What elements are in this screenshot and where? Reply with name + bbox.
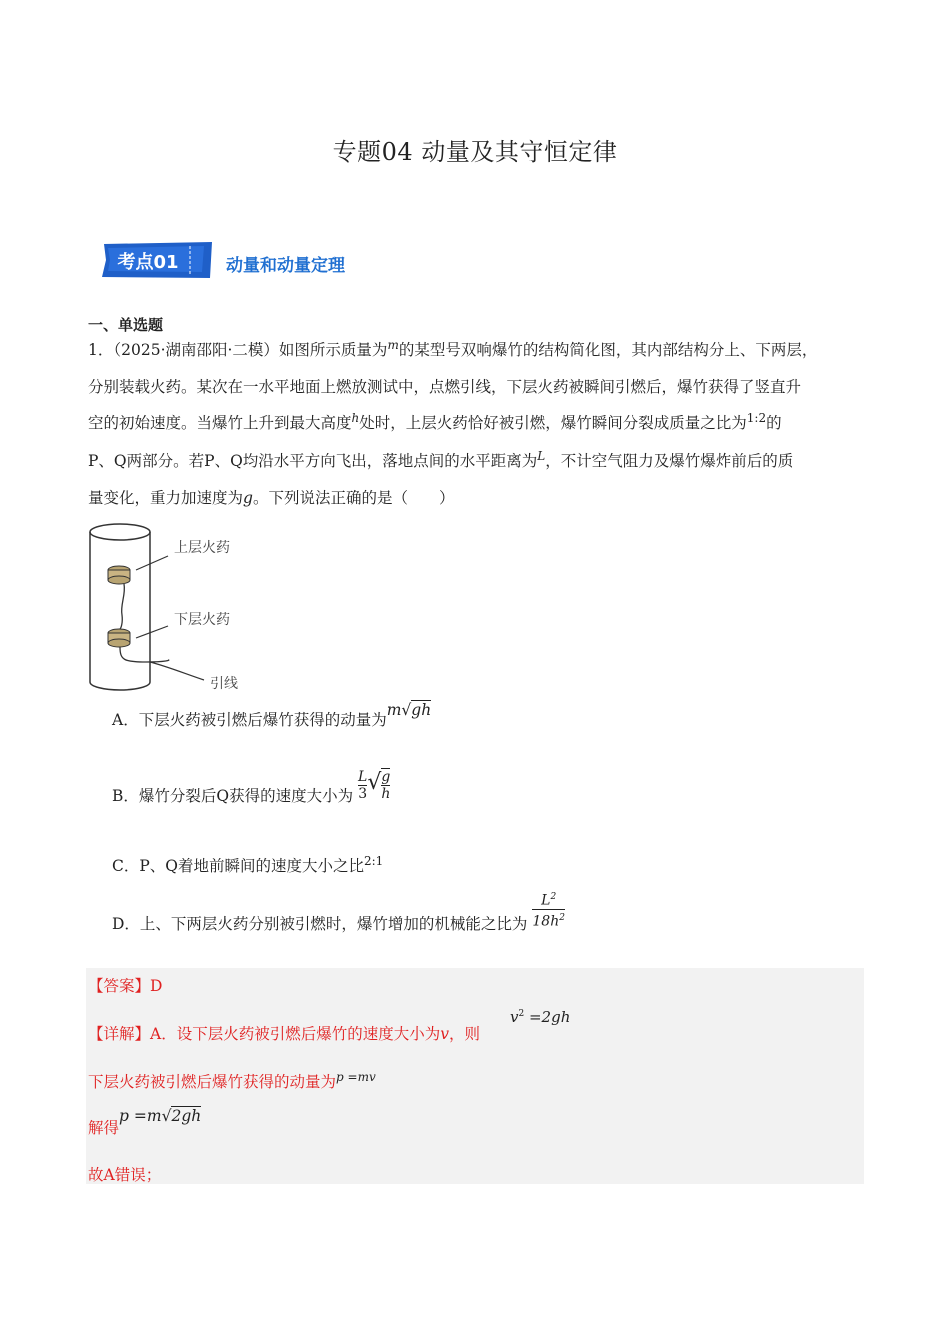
exp: 2 <box>550 892 557 902</box>
equation-p-mv: p =mv <box>336 1070 376 1084</box>
question-text: （2025·湖南邵阳·二模）如图所示质量为 <box>113 341 388 359</box>
var-v: v <box>440 1025 449 1043</box>
option-b-text: B．爆竹分裂后Q获得的速度大小为 <box>112 787 354 805</box>
option-a[interactable] <box>112 701 432 730</box>
question-number: 1． <box>88 341 114 359</box>
eq-exp: 2 <box>518 1009 525 1019</box>
label-fuse: 引线 <box>210 676 238 692</box>
frac-num: L <box>541 892 551 909</box>
question-line-3 <box>88 413 782 434</box>
eq-rhs: =2gh <box>524 1008 571 1026</box>
detail-text: ，则 <box>448 1025 480 1043</box>
detail-line-2 <box>88 1070 376 1092</box>
equation-p-m-sqrt-2gh <box>119 1107 201 1125</box>
equation-v2-2gh <box>510 1008 570 1026</box>
label-lower-charge: 下层火药 <box>174 612 230 628</box>
radicand: 2gh <box>171 1107 202 1125</box>
question-line-4 <box>88 451 793 472</box>
option-c-ratio: 2:1 <box>364 854 384 868</box>
frac-den: h <box>381 786 391 802</box>
question-text: ，不计空气阻力及爆竹爆炸前后的质 <box>545 452 794 470</box>
detail-text: 解得 <box>88 1119 120 1137</box>
option-a-text: A．下层火药被引燃后爆竹获得的动量为 <box>112 711 387 729</box>
fraction-L2-over-18h2 <box>532 889 565 929</box>
frac-num: g <box>381 769 391 785</box>
frac-num: L <box>358 768 368 785</box>
question-type-heading: 一、单选题 <box>88 316 164 334</box>
eq-lhs: v <box>510 1008 519 1026</box>
sqrt-sign: √ <box>401 701 412 719</box>
question-text: 处时，上层火药恰好被引燃，爆竹瞬间分裂成质量之比为 <box>359 414 747 432</box>
var-m: m <box>387 338 399 352</box>
var-L: L <box>537 449 546 463</box>
question-text: 的 <box>766 414 782 432</box>
sqrt-sign: √ <box>161 1107 172 1125</box>
fraction-g-over-h <box>381 768 390 802</box>
exp: 2 <box>559 912 565 923</box>
detail-line-4: 故A错误； <box>88 1166 162 1184</box>
question-text: P、Q两部分。若P、Q均沿水平方向飞出，落地点间的水平距离为 <box>88 452 538 470</box>
option-b[interactable] <box>112 768 391 805</box>
page-title: 专题04 动量及其守恒定律 <box>332 138 618 166</box>
label-upper-charge: 上层火药 <box>174 540 230 556</box>
question-line-1 <box>88 340 817 361</box>
ratio: 1:2 <box>746 411 767 425</box>
fraction-L-over-3 <box>358 769 367 802</box>
eq-lhs: p =m <box>119 1107 162 1125</box>
var-g: g <box>243 489 253 507</box>
question-text: 。下列说法正确的是（ ） <box>252 489 455 507</box>
detail-line-1 <box>88 1022 480 1044</box>
radicand: gh <box>411 701 432 719</box>
section-heading: 动量和动量定理 <box>226 256 345 276</box>
detail-label: 【详解】 <box>88 1025 151 1043</box>
detail-line-3 <box>88 1107 202 1138</box>
detail-text: 下层火药被引燃后爆竹获得的动量为 <box>88 1073 337 1091</box>
detail-text: A．设下层火药被引燃后爆竹的速度大小为 <box>150 1025 441 1043</box>
question-text: 量变化，重力加速度为 <box>88 489 244 507</box>
option-d-text: D．上、下两层火药分别被引燃时，爆竹增加的机械能之比为 <box>112 915 528 934</box>
question-text: 空的初始速度。当爆竹上升到最大高度 <box>88 414 352 432</box>
badge-label: 考点01 <box>117 252 179 273</box>
option-a-formula <box>387 701 432 719</box>
sqrt-sign: √ <box>367 770 382 795</box>
var-h: h <box>351 411 360 425</box>
option-c-text: C．P、Q着地前瞬间的速度大小之比 <box>112 857 364 875</box>
question-line-2: 分别装载火药。某次在一水平地面上燃放测试中，点燃引线，下层火药被瞬间引燃后，爆竹获得了竖直升 <box>88 378 802 396</box>
question-line-5 <box>88 488 454 508</box>
frac-den: 3 <box>358 785 368 802</box>
option-c[interactable] <box>112 854 383 876</box>
formula-m: m <box>386 701 402 719</box>
question-text: 的某型号双响爆竹的结构简化图，其内部结构分上、下两层， <box>398 341 818 359</box>
frac-den: 18h <box>532 913 560 930</box>
answer-label: 【答案】D <box>88 977 163 995</box>
option-d[interactable] <box>112 889 565 934</box>
